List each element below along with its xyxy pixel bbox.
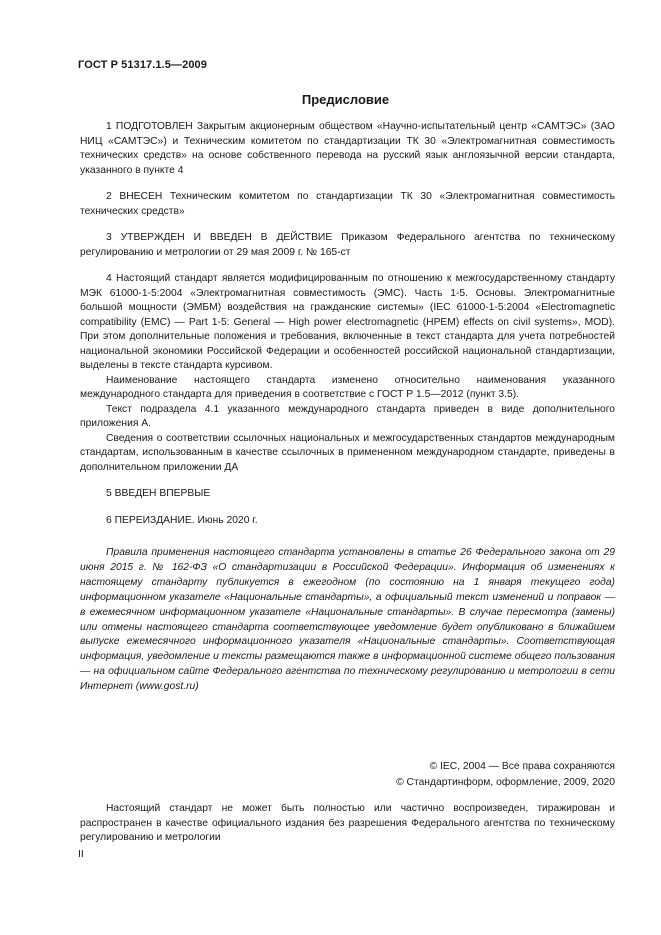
paragraph-prepared: 1 ПОДГОТОВЛЕН Закрытым акционерным обществом «Научно-испытательный центр «САМТЭС» (ЗАО НИЦ «САМТЭС») и Техническим комитетом по стандартизации ТК 30 «Электромагнитная совместимость технических средств» на основе собственного перевода на русский язык англоязычной версии стандарта, указанного в пункте 4 bbox=[80, 121, 615, 176]
paragraph-approved: 3 УТВЕРЖДЕН И ВВЕДЕН В ДЕЙСТВИЕ Приказом Федерального агентства по техническому регулированию и метрологии от 29 мая 2009 г. № 165-ст bbox=[80, 232, 615, 258]
copyright-block bbox=[396, 759, 615, 791]
preface-title-text: Предисловие bbox=[301, 92, 390, 107]
paragraph-subsection-text: Текст подраздела 4.1 указанного международного стандарта приведен в виде дополнительного приложения А. bbox=[80, 403, 615, 429]
copyright-iec: © IEC, 2004 — Все права сохраняются bbox=[429, 761, 615, 772]
application-rules-notice bbox=[80, 546, 615, 695]
paragraph-introduced: 2 ВНЕСЕН Техническим комитетом по стандартизации ТК 30 «Электромагнитная совместимость технических средств» bbox=[80, 191, 615, 217]
application-rules-text: Правила применения настоящего стандарта установлены в статье 26 Федерального закона от 29 июня 2015 г. № 162-ФЗ «О стандартизации в Российской Федерации». Информация об изменениях к настоящему стандарту публикуется в ежегодном (по состоянию на 1 января текущего года) информационном указателе «Национальные стандарты», а официальный текст изменений и поправок — в ежемесячном информационном указателе «Национальные стандарты». В случае пересмотра (замены) или отмены настоящего стандарта соответствующее уведомление будет опубликовано в ближайшем выпуске ежемесячного информационного указателя «Национальные стандарты». Соответствующая информация, уведомление и тексты размещаются также в информационной системе общего пользования — на официальном сайте Федерального агентства по техническому регулированию и метрологии в сети Интернет (www.gost.ru) bbox=[80, 547, 615, 693]
document-code-header: ГОСТ Р 51317.1.5—2009 bbox=[78, 59, 207, 71]
preface-title bbox=[0, 92, 661, 107]
page-number: II bbox=[78, 848, 84, 860]
reproduction-notice-text: Настоящий стандарт не может быть полностью или частично воспроизведен, тиражирован и распространен в качестве официального издания без разрешения Федерального агентства по техническому регулированию и метрологии bbox=[80, 803, 615, 843]
paragraph-first-introduced: 5 ВВЕДЕН ВПЕРВЫЕ bbox=[106, 488, 211, 499]
reproduction-notice bbox=[80, 802, 615, 846]
paragraph-name-changed: Наименование настоящего стандарта изменено относительно наименования указанного международного стандарта для приведения в соответствие с ГОСТ Р 1.5—2012 (пункт 3.5). bbox=[80, 374, 615, 400]
paragraph-references-info: Сведения о соответствии ссылочных национальных и межгосударственных стандартов международным стандартам, использованным в качестве ссылочных в примененном международном стандарте, приведены в дополнительном приложении ДА bbox=[80, 432, 615, 473]
copyright-standartinform: © Стандартинформ, оформление, 2009, 2020 bbox=[396, 777, 615, 788]
paragraph-reissue: 6 ПЕРЕИЗДАНИЕ. Июнь 2020 г. bbox=[106, 514, 258, 526]
paragraph-modified-standard: 4 Настоящий стандарт является модифицированным по отношению к межгосударственному стандарту МЭК 61000-1-5:2004 «Электромагнитная совместимость (ЭМС). Часть 1-5. Основы. Электромагнитные большой мощности (ЭМБМ) воздействия на гражданские системы» (IEC 61000-1-5:2004 «Electromagnetic compatibility (EMC) — Part 1-5: General — High power electromagnetic (HPEM) effects on civil systems», MOD). При этом дополнительные положения и требования, включенные в текст стандарта для учета потребностей национальной экономики Российской Федерации и особенностей российской национальной стандартизации, выделены в тексте стандарта курсивом. bbox=[80, 273, 615, 371]
preface-body bbox=[80, 120, 615, 528]
